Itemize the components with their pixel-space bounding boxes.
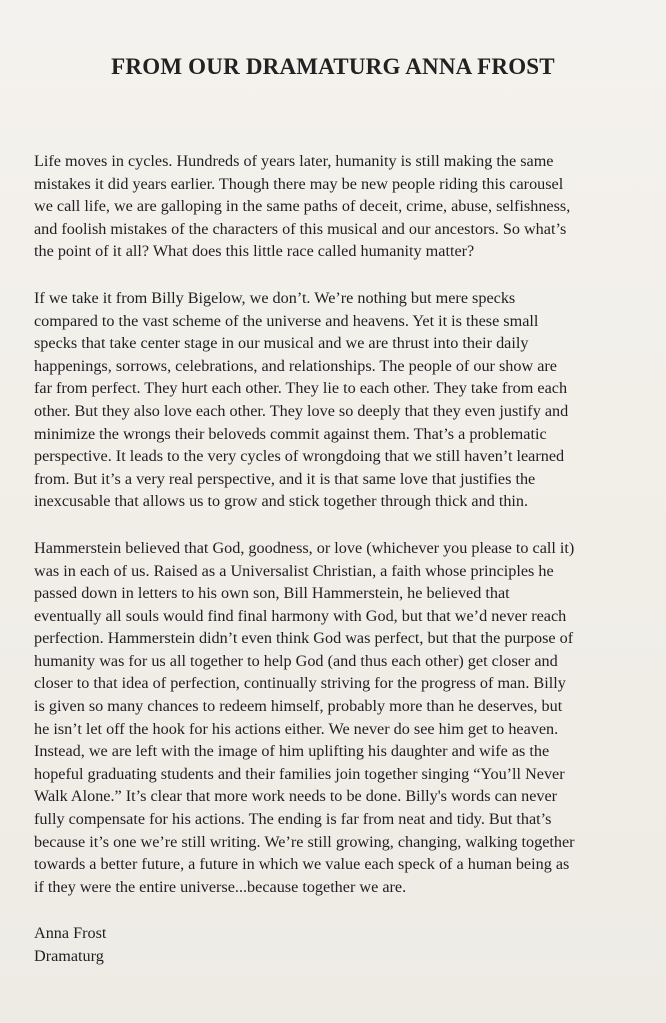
text-line: compared to the vast scheme of the universe and heavens. Yet it is these small bbox=[34, 311, 539, 330]
text-line: inexcusable that allows us to grow and stick together through thick and thin. bbox=[34, 492, 529, 511]
article-body bbox=[34, 150, 638, 968]
text-line: happenings, sorrows, celebrations, and relationships. The people of our show are bbox=[34, 356, 557, 375]
text-line: from. But it’s a very real perspective, and it is that same love that justifies the bbox=[34, 469, 536, 488]
text-line: is given so many chances to redeem himself, probably more than he deserves, but bbox=[34, 697, 563, 716]
text-line: minimize the wrongs their beloveds commit against them. That’s a problematic bbox=[34, 424, 547, 443]
text-line: closer to that idea of perfection, continually striving for the progress of man. Billy bbox=[34, 674, 566, 693]
text-line: specks that take center stage in our musical and we are thrust into their daily bbox=[34, 334, 529, 353]
text-line: and foolish mistakes of the characters of this musical and our ancestors. So what’s bbox=[34, 219, 567, 238]
paragraph-3 bbox=[34, 537, 638, 899]
text-line: Instead, we are left with the image of him uplifting his daughter and wife as the bbox=[34, 742, 550, 761]
signature-block bbox=[34, 922, 638, 967]
text-line: if they were the entire universe...because together we are. bbox=[34, 877, 407, 896]
text-line: If we take it from Billy Bigelow, we don’t. We’re nothing but mere specks bbox=[34, 288, 516, 307]
signature-name: Anna Frost bbox=[34, 924, 107, 943]
text-line: far from perfect. They hurt each other. They lie to each other. They take from each bbox=[34, 379, 568, 398]
text-line: towards a better future, a future in which we value each speck of a human being as bbox=[34, 855, 570, 874]
text-line: we call life, we are galloping in the same paths of deceit, crime, abuse, selfishness, bbox=[34, 197, 571, 216]
paragraph-2 bbox=[34, 287, 638, 513]
signature-role: Dramaturg bbox=[34, 947, 104, 965]
text-line: was in each of us. Raised as a Universalist Christian, a faith whose principles he bbox=[34, 561, 554, 580]
text-line: Hammerstein believed that God, goodness, or love (whichever you please to call it) bbox=[34, 538, 575, 557]
text-line: passed down in letters to his own son, Bill Hammerstein, he believed that bbox=[34, 584, 510, 603]
text-line: perspective. It leads to the very cycles of wrongdoing that we still haven’t learned bbox=[34, 447, 565, 466]
text-line: hopeful graduating students and their families join together singing “You’ll Never bbox=[34, 764, 565, 783]
text-line: Walk Alone.” It’s clear that more work needs to be done. Billy's words can never bbox=[34, 787, 558, 806]
text-line: humanity was for us all together to help God (and thus each other) get closer and bbox=[34, 651, 558, 670]
text-line: other. But they also love each other. They love so deeply that they even justify and bbox=[34, 401, 569, 420]
text-line: he isn’t let off the hook for his actions either. We never do see him get to heaven. bbox=[34, 719, 559, 738]
text-line: perfection. Hammerstein didn’t even think God was perfect, but that the purpose of bbox=[34, 629, 574, 648]
text-line: the point of it all? What does this little race called humanity matter? bbox=[34, 242, 475, 261]
text-line: Life moves in cycles. Hundreds of years later, humanity is still making the same bbox=[34, 152, 554, 170]
text-line: fully compensate for his actions. The ending is far from neat and tidy. But that’s bbox=[34, 810, 552, 829]
paragraph-1 bbox=[34, 150, 638, 263]
text-line: eventually all souls would find final harmony with God, but that we’d never reach bbox=[34, 606, 567, 625]
text-line: because it’s one we’re still writing. We’re still growing, changing, walking together bbox=[34, 832, 575, 851]
page-title: FROM OUR DRAMATURG ANNA FROST bbox=[111, 54, 555, 79]
text-line: mistakes it did years earlier. Though there may be new people riding this carousel bbox=[34, 174, 564, 193]
